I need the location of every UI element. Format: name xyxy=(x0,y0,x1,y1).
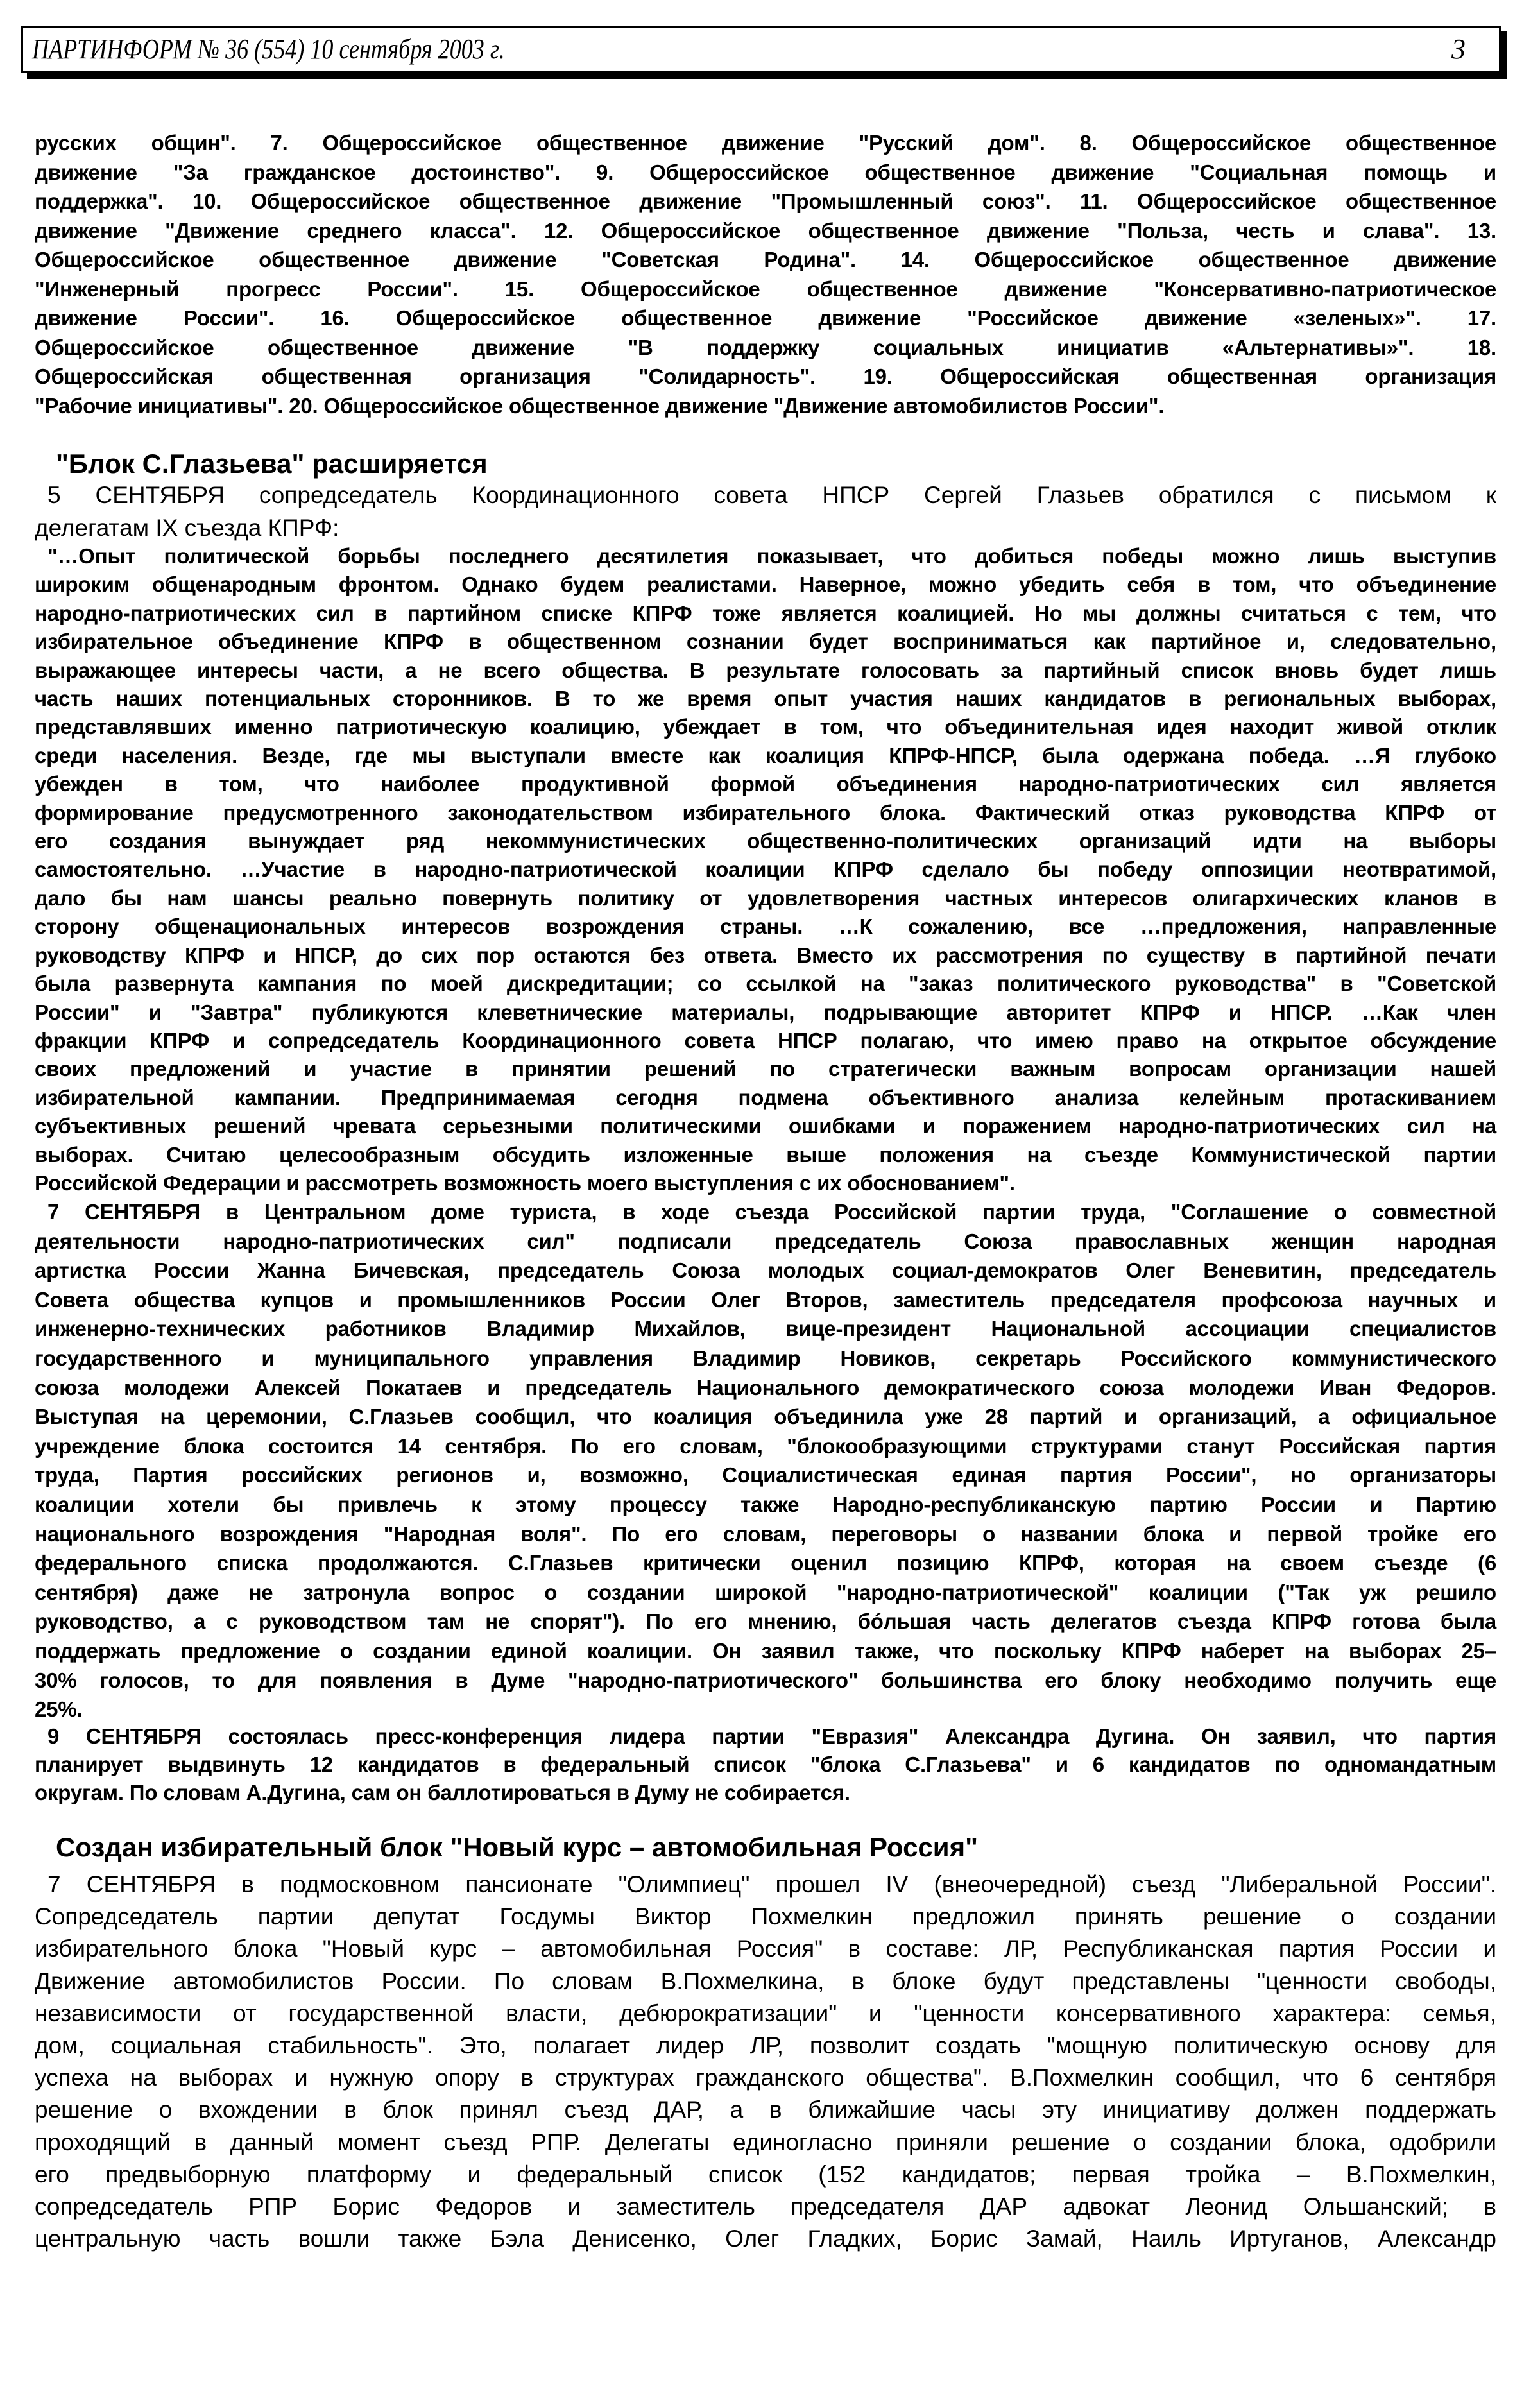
heading-glazyev-bloc: "Блок С.Глазьева" расширяется xyxy=(56,449,488,479)
text-line: федерального списка продолжаются. С.Глазьев критически оценил позицию КПРФ, которая на своем съезде (6 xyxy=(35,1551,1496,1575)
text-line: поддержка". 10. Общероссийское общественное движение "Промышленный союз". 11. Общероссийское общественное xyxy=(35,189,1496,213)
text-line: делегатам IX съезда КПРФ: xyxy=(35,515,339,541)
text-line: самостоятельно. …Участие в народно-патриотической коалиции КПРФ сделало бы победу оппозиции неотвратимой, xyxy=(35,857,1496,882)
paragraph-sept-9-eurasia xyxy=(35,1722,1496,1807)
text-line: своих предложений и участие в принятии решений по стратегически важным вопросам организации нашей xyxy=(35,1057,1496,1081)
text-line: среди населения. Везде, где мы выступали вместе как коалиция КПРФ-НПСР, была одержана победа. …Я глубоко xyxy=(35,743,1496,767)
page-header xyxy=(21,26,1501,73)
text-line: деятельности народно-патриотических сил" подписали председатель Союза православных женщин народная xyxy=(35,1229,1496,1253)
text-line: русских общин". 7. Общероссийское общественное движение "Русский дом". 8. Общероссийское общественное xyxy=(35,131,1496,155)
page-number: 3 xyxy=(1451,33,1466,65)
text-line: "…Опыт политической борьбы последнего десятилетия показывает, что добиться победы можно лишь выступив xyxy=(47,544,1496,568)
text-line: 25%. xyxy=(35,1697,83,1722)
text-line: часть наших потенциальных сторонников. В то же время опыт участия наших кандидатов в региональных выборах, xyxy=(35,687,1496,711)
text-line: субъективных решений чревата серьезными политическими ошибками и поражением народно-патриотических сил на xyxy=(35,1114,1496,1138)
text-line: фракции КПРФ и сопредседатель Координационного совета НПСР полагаю, что имею право на открытое обсуждение xyxy=(35,1028,1496,1052)
text-line: Общероссийское общественное движение "Советская Родина". 14. Общероссийское общественное движение xyxy=(35,248,1496,271)
text-line: центральную часть вошли также Бэла Денисенко, Олег Гладких, Борис Замай, Наиль Иртуганов, Александр xyxy=(35,2225,1496,2252)
text-line: убежден в том, что наиболее продуктивной формой объединения народно-патриотических сил является xyxy=(35,772,1496,796)
paragraph-glazyev-letter-quote xyxy=(35,542,1496,1197)
text-line: руководство, а с руководством там не спорят"). По его мнению, бóльшая часть делегатов съезда КПРФ готова была xyxy=(35,1609,1496,1634)
text-line: его создания вынуждает ряд некоммунистических общественно-политических организаций идти на выборы xyxy=(35,829,1496,853)
text-line: 7 СЕНТЯБРЯ в Центральном доме туриста, в ходе съезда Российской партии труда, "Соглашение о совместной xyxy=(47,1200,1496,1224)
text-line: союза молодежи Алексей Покатаев и председатель Национального демократического союза молодежи Иван Федоров. xyxy=(35,1375,1496,1400)
text-line: дом, социальная стабильность". Это, полагает лидер ЛР, позволит создать "мощную политическую основу для xyxy=(35,2032,1496,2059)
text-line: инженерно-технических работников Владимир Михайлов, вице-президент Национальной ассоциации специалистов xyxy=(35,1317,1496,1341)
text-line: дало бы нам шансы реально повернуть политику от удовлетворения частных интересов олигархических кланов в xyxy=(35,886,1496,910)
text-line: была развернута кампания по моей дискредитации; со ссылкой на "заказ политического руководства" в "Советской xyxy=(35,972,1496,996)
text-line: руководству КПРФ и НПСР, до сих пор остаются без ответа. Вместо их рассмотрения по существу в партийной печати xyxy=(35,943,1496,967)
text-line: избирательной кампании. Предпринимаемая сегодня подмена объективного анализа келейным протаскиванием xyxy=(35,1085,1496,1110)
text-line: Совета общества купцов и промышленников России Олег Второв, заместитель председателя профсоюза научных и xyxy=(35,1287,1496,1312)
text-line: "Рабочие инициативы". 20. Общероссийское общественное движение "Движение автомобилистов России". xyxy=(35,393,1165,418)
text-line: 5 СЕНТЯБРЯ сопредседатель Координационного совета НПСР Сергей Глазьев обратился с письмом к xyxy=(47,482,1496,508)
text-line: "Инженерный прогресс России". 15. Общероссийское общественное движение "Консервативно-патриотическое xyxy=(35,277,1496,301)
text-line: Сопредседатель партии депутат Госдумы Виктор Похмелкин предложил принять решение о создании xyxy=(35,1903,1496,1930)
paragraph-organizations-list xyxy=(35,128,1496,420)
text-line: сопредседатель РПР Борис Федоров и заместитель председателя ДАР адвокат Леонид Ольшанский; в xyxy=(35,2193,1496,2220)
text-line: сторону общенациональных интересов возрождения страны. …К сожалению, все …предложения, направленные xyxy=(35,914,1496,939)
publication-title: ПАРТИНФОРМ № 36 (554) 10 сентября 2003 г. xyxy=(32,33,505,65)
text-line: избирательного блока "Новый курс – автомобильная Россия" в составе: ЛР, Республиканская партия России и xyxy=(35,1935,1496,1962)
paragraph-sept-7-agreement xyxy=(35,1197,1496,1724)
paragraph-new-course-bloc xyxy=(35,1869,1496,2255)
text-line: народно-патриотических сил в партийном списке КПРФ тоже является коалицией. Но мы должны считаться с тем, что xyxy=(35,601,1496,625)
text-line: 30% голосов, то для появления в Думе "народно-патриотического" большинства его блоку необходимо получить еще xyxy=(35,1668,1496,1692)
text-line: выборах. Считаю целесообразным обсудить изложенные выше положения на съезде Коммунистической партии xyxy=(35,1142,1496,1167)
text-line: учреждение блока состоится 14 сентября. По его словам, "блокообразующими структурами станут Российская партия xyxy=(35,1434,1496,1458)
text-line: сентября) даже не затронула вопрос о создании широкой "народно-патриотической" коалиции ("Так уж решило xyxy=(35,1580,1496,1604)
text-line: движение России". 16. Общероссийское общественное движение "Российское движение «зеленых»". 17. xyxy=(35,306,1496,330)
text-line: движение "Движение среднего класса". 12. Общероссийское общественное движение "Польза, честь и слава". 13. xyxy=(35,218,1496,243)
text-line: широким общенародным фронтом. Однако будем реалистами. Наверное, можно убедить себя в том, что объединение xyxy=(35,572,1496,597)
text-line: формирование предусмотренного законодательством избирательного блока. Фактический отказ руководства КПРФ от xyxy=(35,800,1496,825)
text-line: представлявших именно патриотическую коалицию, убеждает в том, что объединительная идея находит живой отклик xyxy=(35,715,1496,739)
paragraph-glazyev-intro xyxy=(35,479,1496,544)
text-line: поддержать предложение о создании единой коалиции. Он заявил также, что поскольку КПРФ наберет на выборах 25– xyxy=(35,1638,1496,1663)
text-line: его предвыборную платформу и федеральный список (152 кандидатов; первая тройка – В.Похмелкин, xyxy=(35,2161,1496,2188)
text-line: государственного и муниципального управления Владимир Новиков, секретарь Российского коммунистического xyxy=(35,1346,1496,1370)
text-line: Общероссийская общественная организация "Солидарность". 19. Общероссийская общественная организация xyxy=(35,364,1496,388)
text-line: Российской Федерации и рассмотреть возможность моего выступления с их обоснованием". xyxy=(35,1170,1015,1195)
text-line: решение о вхождении в блок принял съезд ДАР, а в ближайшие часы эту инициативу должен поддержать xyxy=(35,2096,1496,2123)
text-line: проходящий в данный момент съезд РПР. Делегаты единогласно приняли решение о создании блока, одобрили xyxy=(35,2129,1496,2155)
text-line: избирательное объединение КПРФ в общественном сознании будет восприниматься как партийное и, следовательно, xyxy=(35,630,1496,654)
text-line: России" и "Завтра" публикуются клеветнические материалы, подрывающие авторитет КПРФ и НПСР. …Как член xyxy=(35,1000,1496,1024)
text-line: независимости от государственной власти, дебюрократизации" и "ценности консервативного характера: семья, xyxy=(35,2000,1496,2026)
text-line: Общероссийское общественное движение "В поддержку социальных инициатив «Альтернативы»". 18. xyxy=(35,335,1496,359)
text-line: выражающее интересы части, а не всего общества. В результате голосовать за партийный список вновь будет лишь xyxy=(35,658,1496,682)
text-line: округам. По словам А.Дугина, сам он баллотироваться в Думу не собирается. xyxy=(35,1781,850,1804)
heading-new-course-bloc: Создан избирательный блок "Новый курс – автомобильная Россия" xyxy=(56,1832,979,1862)
text-line: 7 СЕНТЯБРЯ в подмосковном пансионате "Олимпиец" прошел IV (внеочередной) съезд "Либеральной России". xyxy=(47,1871,1496,1898)
text-line: национального возрождения "Народная воля". По его словам, переговоры о названии блока и первой тройке его xyxy=(35,1521,1496,1546)
text-line: 9 СЕНТЯБРЯ состоялась пресс-конференция лидера партии "Евразия" Александра Дугина. Он заявил, что партия xyxy=(47,1724,1496,1748)
text-line: Движение автомобилистов России. По словам В.Похмелкина, в блоке будут представлены "ценности свободы, xyxy=(35,1967,1496,1994)
text-line: планирует выдвинуть 12 кандидатов в федеральный список "блока С.Глазьева" и 6 кандидатов по одномандатным xyxy=(35,1752,1496,1776)
text-line: артистка России Жанна Бичевская, председатель Союза молодых социал-демократов Олег Веневитин, председатель xyxy=(35,1258,1496,1283)
text-line: успеха на выборах и нужную опору в структурах гражданского общества". В.Похмелкин сообщил, что 6 сентября xyxy=(35,2064,1496,2091)
text-line: труда, Партия российских регионов и, возможно, Социалистическая единая партия России", но организаторы xyxy=(35,1463,1496,1487)
text-line: Выступая на церемонии, С.Глазьев сообщил, что коалиция объединила уже 28 партий и организаций, а официальное xyxy=(35,1405,1496,1429)
text-line: коалиции хотели бы привлечь к этому процессу также Народно-республиканскую партию России и Партию xyxy=(35,1492,1496,1516)
text-line: движение "За гражданское достоинство". 9. Общероссийское общественное движение "Социальная помощь и xyxy=(35,160,1496,184)
